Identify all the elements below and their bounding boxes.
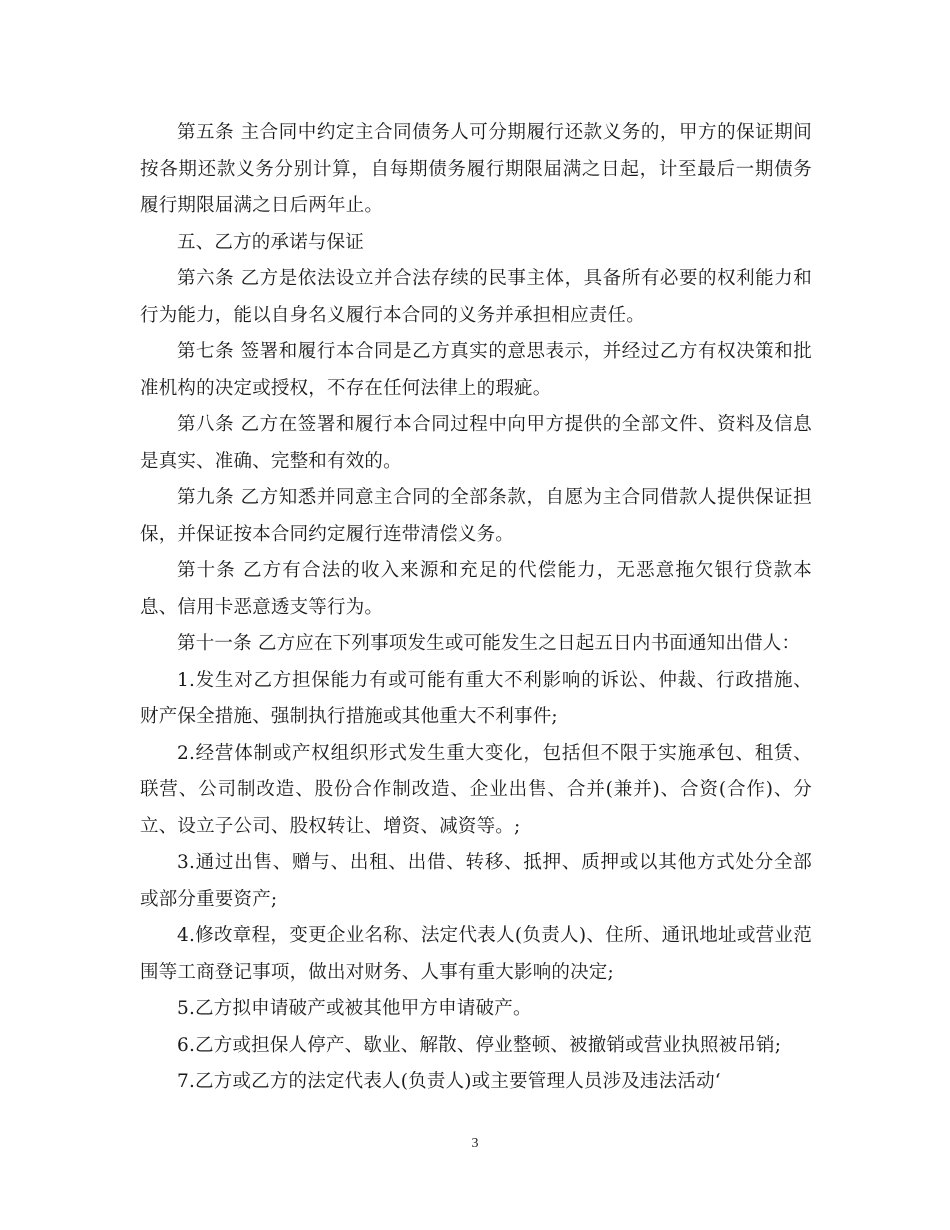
list-item-5: 5.乙方拟申请破产或被其他甲方申请破产。 xyxy=(177,998,532,1019)
list-item-3: 3.通过出售、赠与、出租、出借、转移、抵押、质押或以其他方式处分全部或部分重要资产; xyxy=(140,852,812,910)
paragraph-article-10: 第十条 乙方有合法的收入来源和充足的代偿能力，无恶意拖欠银行贷款本息、信用卡恶意透支等行为。 xyxy=(140,560,812,618)
list-item-7: 7.乙方或乙方的法定代表人(负责人)或主要管理人员涉及违法活动‘ xyxy=(177,1071,721,1092)
page-number: 3 xyxy=(471,1136,479,1151)
list-item-2: 2.经营体制或产权组织形式发生重大变化，包括但不限于实施承包、租赁、联营、公司制改造、股份合作制改造、企业出售、合并(兼并)、合资(合作)、分立、设立子公司、股权转让、增资、减资等。; xyxy=(140,742,812,837)
paragraph-article-8: 第八条 乙方在签署和履行本合同过程中向甲方提供的全部文件、资料及信息是真实、准确、完整和有效的。 xyxy=(140,414,812,472)
paragraph-article-11: 第十一条 乙方应在下列事项发生或可能发生之日起五日内书面通知出借人： xyxy=(177,633,801,654)
list-item-4: 4.修改章程，变更企业名称、法定代表人(负责人)、住所、通讯地址或营业范围等工商登记事项，做出对财务、人事有重大影响的决定; xyxy=(140,925,812,983)
paragraph-article-9: 第九条 乙方知悉并同意主合同的全部条款，自愿为主合同借款人提供保证担保，并保证按本合同约定履行连带清偿义务。 xyxy=(140,487,812,545)
list-item-6: 6.乙方或担保人停产、歇业、解散、停业整顿、被撤销或营业执照被吊销; xyxy=(177,1034,782,1056)
section-heading-5: 五、乙方的承诺与保证 xyxy=(177,231,365,253)
list-item-1: 1.发生对乙方担保能力有或可能有重大不利影响的诉讼、仲裁、行政措施、财产保全措施、强制执行措施或其他重大不利事件; xyxy=(140,669,812,727)
paragraph-article-5: 第五条 主合同中约定主合同债务人可分期履行还款义务的，甲方的保证期间按各期还款义务分别计算，自每期债务履行期限届满之日起，计至最后一期债务履行期限届满之日后两年止。 xyxy=(140,122,812,216)
document-body xyxy=(140,115,812,1101)
paragraph-article-7: 第七条 签署和履行本合同是乙方真实的意思表示，并经过乙方有权决策和批准机构的决定或授权，不存在任何法律上的瑕疵。 xyxy=(140,341,812,399)
paragraph-article-6: 第六条 乙方是依法设立并合法存续的民事主体，具备所有必要的权利能力和行为能力，能以自身名义履行本合同的义务并承担相应责任。 xyxy=(140,268,812,326)
